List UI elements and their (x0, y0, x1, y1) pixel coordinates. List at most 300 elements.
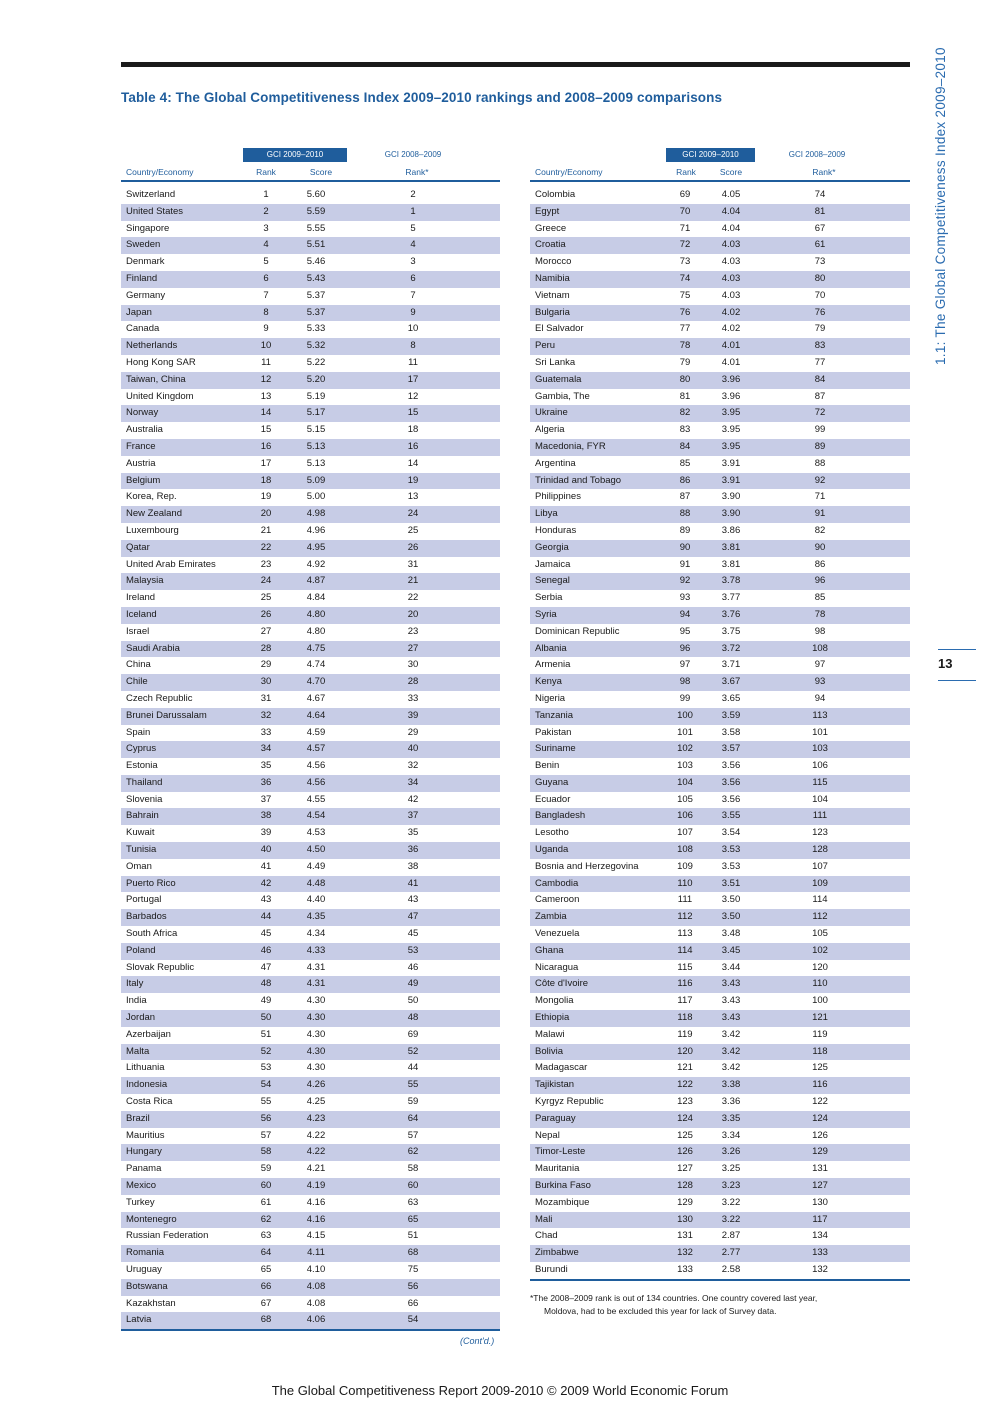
table-row (121, 540, 500, 557)
header-rule (530, 180, 910, 182)
table-row (530, 691, 910, 708)
country-name: Jordan (126, 1012, 156, 1024)
score-value: 4.34 (306, 928, 326, 940)
score-value: 4.16 (306, 1196, 326, 1208)
prev-rank-value: 12 (407, 390, 419, 402)
prev-rank-value: 67 (814, 222, 826, 234)
table-row (530, 624, 910, 641)
table-row (121, 1279, 500, 1296)
table-row (121, 674, 500, 691)
table-row (121, 808, 500, 825)
prev-rank-value: 96 (814, 575, 826, 587)
country-name: Turkey (126, 1196, 155, 1208)
prev-rank-value: 55 (407, 1079, 419, 1091)
table-row (530, 909, 910, 926)
country-name: Bolivia (535, 1045, 563, 1057)
rank-value: 100 (677, 709, 693, 721)
country-name: Mongolia (535, 995, 574, 1007)
rank-value: 35 (260, 760, 272, 772)
score-value: 5.33 (306, 323, 326, 335)
country-name: Panama (126, 1163, 162, 1175)
country-name: Guatemala (535, 373, 582, 385)
table-row (121, 708, 500, 725)
table-row (121, 489, 500, 506)
country-name: Chile (126, 676, 148, 688)
score-value: 4.95 (306, 541, 326, 553)
prev-rank-value: 6 (410, 272, 416, 284)
prev-rank-value: 32 (407, 760, 419, 772)
prev-rank-value: 9 (410, 306, 416, 318)
score-value: 3.72 (721, 642, 741, 654)
table-row (121, 254, 500, 271)
prev-rank-value: 54 (407, 1314, 419, 1326)
rank-value: 92 (679, 575, 691, 587)
table-row (121, 305, 500, 322)
rank-value: 121 (677, 1062, 693, 1074)
rank-value: 99 (679, 692, 691, 704)
score-value: 5.13 (306, 457, 326, 469)
rank-value: 117 (677, 995, 693, 1007)
prev-rank-value: 1 (410, 205, 416, 217)
score-value: 4.30 (306, 995, 326, 1007)
country-name: Slovak Republic (126, 961, 195, 973)
rank-value: 29 (260, 659, 272, 671)
prev-rank-value: 42 (407, 793, 419, 805)
table-row (121, 456, 500, 473)
table-row (530, 725, 910, 742)
table-row (121, 1312, 500, 1329)
country-name: Honduras (535, 524, 577, 536)
score-value: 3.90 (721, 508, 741, 520)
prev-rank-value: 39 (407, 709, 419, 721)
prev-rank-value: 15 (407, 407, 419, 419)
country-name: Malaysia (126, 575, 164, 587)
rank-value: 45 (260, 928, 272, 940)
prev-rank-value: 121 (812, 1012, 828, 1024)
prev-rank-value: 18 (407, 424, 419, 436)
table-row (121, 876, 500, 893)
country-name: Thailand (126, 776, 163, 788)
score-value: 5.19 (306, 390, 326, 402)
table-row (530, 607, 910, 624)
table-row (121, 1010, 500, 1027)
country-name: Mozambique (535, 1196, 590, 1208)
prev-rank-value: 124 (812, 1112, 828, 1124)
prev-rank-value: 108 (812, 642, 828, 654)
country-name: Mauritius (126, 1129, 165, 1141)
country-name: Switzerland (126, 189, 176, 200)
table-row (121, 825, 500, 842)
table-row (121, 422, 500, 439)
table-row (530, 1094, 910, 1111)
country-name: Nicaragua (535, 961, 579, 973)
page-number-rule-bottom (938, 680, 976, 681)
rank-value: 60 (260, 1180, 272, 1192)
prev-rank-value: 80 (814, 272, 826, 284)
prev-rank-value: 22 (407, 592, 419, 604)
prev-rank-value: 52 (407, 1045, 419, 1057)
header-country: Country/Economy (126, 167, 194, 177)
table-row (530, 1128, 910, 1145)
prev-rank-value: 34 (407, 776, 419, 788)
score-value: 5.22 (306, 356, 326, 368)
score-value: 4.03 (721, 289, 741, 301)
score-value: 3.42 (721, 1028, 741, 1040)
country-name: El Salvador (535, 323, 584, 335)
score-value: 4.50 (306, 844, 326, 856)
score-value: 4.87 (306, 575, 326, 587)
table-row (121, 506, 500, 523)
rank-value: 2 (263, 205, 269, 217)
prev-rank-value: 117 (812, 1213, 828, 1225)
country-name: Russian Federation (126, 1230, 209, 1242)
prev-rank-value: 115 (812, 776, 828, 788)
prev-rank-value: 128 (812, 844, 828, 856)
group-header-2009-2010: GCI 2009–2010 (243, 148, 347, 162)
score-value: 4.01 (721, 340, 741, 352)
prev-rank-value: 112 (812, 911, 828, 923)
rank-value: 65 (260, 1264, 272, 1275)
country-name: United Kingdom (126, 390, 194, 402)
prev-rank-value: 71 (814, 491, 826, 503)
table-row (121, 473, 500, 490)
rank-value: 71 (679, 222, 691, 234)
prev-rank-value: 94 (814, 692, 826, 704)
prev-rank-value: 4 (410, 239, 416, 251)
table-row (121, 1178, 500, 1195)
table-row (530, 288, 910, 305)
table-row (121, 976, 500, 993)
prev-rank-value: 79 (814, 323, 826, 335)
prev-rank-value: 92 (814, 474, 826, 486)
score-value: 4.30 (306, 1045, 326, 1057)
rank-value: 119 (677, 1028, 693, 1040)
prev-rank-value: 97 (814, 659, 826, 671)
prev-rank-value: 85 (814, 592, 826, 604)
table-body (121, 187, 500, 1329)
rank-value: 68 (260, 1314, 272, 1326)
table-row (121, 237, 500, 254)
score-value: 4.31 (306, 961, 326, 973)
rank-value: 52 (260, 1045, 272, 1057)
prev-rank-value: 64 (407, 1112, 419, 1124)
rank-value: 22 (260, 541, 272, 553)
rank-value: 19 (260, 491, 272, 503)
prev-rank-value: 62 (407, 1146, 419, 1158)
country-name: Hungary (126, 1146, 162, 1158)
table-body (530, 187, 910, 1279)
score-value: 4.03 (721, 272, 741, 284)
prev-rank-value: 76 (814, 306, 826, 318)
country-name: Dominican Republic (535, 625, 620, 637)
table-row (530, 674, 910, 691)
score-value: 4.59 (306, 726, 326, 738)
rank-value: 115 (677, 961, 693, 973)
score-value: 3.43 (721, 995, 741, 1007)
rank-value: 123 (677, 1096, 693, 1108)
country-name: Nepal (535, 1129, 560, 1141)
prev-rank-value: 44 (407, 1062, 419, 1074)
column-header-row (121, 167, 500, 179)
header-rule (121, 180, 500, 182)
country-name: Senegal (535, 575, 570, 587)
table-row (121, 523, 500, 540)
table-row (530, 1195, 910, 1212)
score-value: 3.56 (721, 793, 741, 805)
country-name: Malta (126, 1045, 150, 1057)
score-value: 4.67 (306, 692, 326, 704)
country-name: Singapore (126, 222, 170, 234)
score-value: 3.42 (721, 1045, 741, 1057)
score-value: 3.26 (721, 1146, 741, 1158)
table-row (530, 557, 910, 574)
rank-value: 110 (677, 877, 693, 889)
score-value: 2.77 (721, 1247, 741, 1259)
prev-rank-value: 5 (410, 222, 416, 234)
country-name: Brazil (126, 1112, 150, 1124)
country-name: Spain (126, 726, 151, 738)
table-row (530, 1010, 910, 1027)
rank-value: 23 (260, 558, 272, 570)
country-name: Brunei Darussalam (126, 709, 207, 721)
prev-rank-value: 49 (407, 978, 419, 990)
score-value: 3.44 (721, 961, 741, 973)
score-value: 4.04 (721, 205, 741, 217)
rank-value: 32 (260, 709, 272, 721)
score-value: 3.59 (721, 709, 741, 721)
score-value: 3.65 (721, 692, 741, 704)
country-name: Tajikistan (535, 1079, 575, 1091)
country-name: Bahrain (126, 810, 159, 822)
prev-rank-value: 86 (814, 558, 826, 570)
table-row (121, 909, 500, 926)
rank-value: 13 (260, 390, 272, 402)
table-row (121, 624, 500, 641)
prev-rank-value: 101 (812, 726, 828, 738)
country-name: Egypt (535, 205, 560, 217)
footnote-line-2: Moldova, had to be excluded this year for lack of Survey data. (544, 1306, 777, 1316)
country-name: Lithuania (126, 1062, 165, 1074)
prev-rank-value: 104 (812, 793, 828, 805)
country-name: Finland (126, 272, 158, 284)
country-name: Uruguay (126, 1264, 162, 1275)
table-row (121, 641, 500, 658)
country-name: Romania (126, 1247, 165, 1259)
score-value: 4.92 (306, 558, 326, 570)
rank-value: 109 (677, 860, 693, 872)
country-name: Mauritania (535, 1163, 580, 1175)
prev-rank-value: 119 (812, 1028, 828, 1040)
rank-value: 113 (677, 928, 693, 940)
country-name: Iceland (126, 608, 157, 620)
country-name: Albania (535, 642, 567, 654)
country-name: New Zealand (126, 508, 182, 520)
score-value: 3.95 (721, 440, 741, 452)
country-name: Saudi Arabia (126, 642, 180, 654)
prev-rank-value: 122 (812, 1096, 828, 1108)
score-value: 3.42 (721, 1062, 741, 1074)
table-row (530, 506, 910, 523)
country-name: India (126, 995, 147, 1007)
country-name: Kuwait (126, 827, 155, 839)
table-row (530, 1228, 910, 1245)
prev-rank-value: 99 (814, 424, 826, 436)
table-row (530, 641, 910, 658)
country-name: Tunisia (126, 844, 157, 856)
table-row (530, 758, 910, 775)
table-row (530, 590, 910, 607)
table-row (530, 305, 910, 322)
score-value: 4.31 (306, 978, 326, 990)
rank-value: 34 (260, 743, 272, 755)
prev-rank-value: 41 (407, 877, 419, 889)
rank-value: 33 (260, 726, 272, 738)
rank-value: 42 (260, 877, 272, 889)
country-name: Bangladesh (535, 810, 586, 822)
rank-value: 30 (260, 676, 272, 688)
score-value: 3.90 (721, 491, 741, 503)
header-rank: Rank (676, 167, 696, 177)
table-row (530, 1077, 910, 1094)
table-row (530, 741, 910, 758)
score-value: 4.08 (306, 1297, 326, 1309)
score-value: 4.04 (721, 222, 741, 234)
rank-value: 40 (260, 844, 272, 856)
table-row (121, 187, 500, 204)
score-value: 5.17 (306, 407, 326, 419)
rank-value: 6 (263, 272, 269, 284)
table-row (530, 573, 910, 590)
score-value: 4.80 (306, 625, 326, 637)
score-value: 4.21 (306, 1163, 326, 1175)
prev-rank-value: 93 (814, 676, 826, 688)
table-row (121, 943, 500, 960)
table-row (121, 993, 500, 1010)
rank-value: 72 (679, 239, 691, 251)
country-name: Chad (535, 1230, 558, 1242)
rank-value: 90 (679, 541, 691, 553)
prev-rank-value: 73 (814, 256, 826, 268)
prev-rank-value: 38 (407, 860, 419, 872)
table-row (121, 725, 500, 742)
rank-value: 106 (677, 810, 693, 822)
prev-rank-value: 88 (814, 457, 826, 469)
rank-value: 61 (260, 1196, 272, 1208)
table-row (530, 792, 910, 809)
score-value: 3.54 (721, 827, 741, 839)
rank-value: 39 (260, 827, 272, 839)
rank-value: 26 (260, 608, 272, 620)
country-name: Bosnia and Herzegovina (535, 860, 639, 872)
page-number: 13 (938, 656, 953, 671)
table-row (121, 1111, 500, 1128)
table-row (121, 1094, 500, 1111)
country-name: Suriname (535, 743, 576, 755)
rank-value: 17 (260, 457, 272, 469)
score-value: 4.74 (306, 659, 326, 671)
rank-value: 76 (679, 306, 691, 318)
score-value: 3.86 (721, 524, 741, 536)
table-row (121, 842, 500, 859)
table-row (530, 271, 910, 288)
country-name: United States (126, 205, 184, 217)
score-value: 3.75 (721, 625, 741, 637)
prev-rank-value: 51 (407, 1230, 419, 1242)
country-name: Ecuador (535, 793, 571, 805)
rank-value: 69 (679, 189, 691, 200)
table-row (530, 943, 910, 960)
rank-value: 11 (261, 356, 271, 368)
prev-rank-value: 83 (814, 340, 826, 352)
prev-rank-value: 45 (407, 928, 419, 940)
prev-rank-value: 105 (812, 928, 828, 940)
country-name: Croatia (535, 239, 566, 251)
country-name: Mexico (126, 1180, 157, 1192)
rank-value: 54 (260, 1079, 272, 1091)
prev-rank-value: 100 (812, 995, 828, 1007)
table-row (530, 187, 910, 204)
rank-value: 28 (260, 642, 272, 654)
country-name: Israel (126, 625, 150, 637)
table-row (530, 1262, 910, 1279)
score-value: 4.56 (306, 776, 326, 788)
rank-value: 14 (260, 407, 272, 419)
rank-value: 118 (677, 1012, 693, 1024)
prev-rank-value: 110 (812, 978, 828, 990)
rank-value: 116 (677, 978, 693, 990)
rank-value: 31 (260, 692, 272, 704)
rank-value: 124 (677, 1112, 693, 1124)
prev-rank-value: 109 (812, 877, 828, 889)
table-row (121, 1077, 500, 1094)
rank-value: 70 (679, 205, 691, 217)
rank-value: 53 (260, 1062, 272, 1074)
prev-rank-value: 57 (407, 1129, 419, 1141)
country-name: Algeria (535, 424, 565, 436)
score-value: 5.43 (306, 272, 326, 284)
rank-value: 56 (260, 1112, 272, 1124)
country-name: Kazakhstan (126, 1297, 176, 1309)
rank-value: 15 (260, 424, 272, 436)
rank-value: 91 (679, 558, 691, 570)
rank-value: 9 (263, 323, 269, 335)
country-name: Australia (126, 424, 163, 436)
country-name: Norway (126, 407, 159, 419)
prev-rank-value: 134 (812, 1230, 828, 1242)
prev-rank-value: 37 (407, 810, 419, 822)
rank-value: 96 (679, 642, 691, 654)
prev-rank-value: 58 (407, 1163, 419, 1175)
country-name: Canada (126, 323, 160, 335)
rank-value: 80 (679, 373, 691, 385)
table-row (121, 1060, 500, 1077)
table-row (530, 237, 910, 254)
score-value: 4.22 (306, 1129, 326, 1141)
table-row (121, 1195, 500, 1212)
rank-value: 62 (260, 1213, 272, 1225)
score-value: 3.45 (721, 944, 741, 956)
prev-rank-value: 87 (814, 390, 826, 402)
country-name: Qatar (126, 541, 150, 553)
rank-value: 101 (677, 726, 693, 738)
table-row (121, 355, 500, 372)
table-row (530, 1161, 910, 1178)
rank-value: 133 (677, 1264, 693, 1275)
prev-rank-value: 70 (814, 289, 826, 301)
prev-rank-value: 61 (814, 239, 826, 251)
score-value: 3.51 (721, 877, 741, 889)
rank-value: 111 (677, 894, 693, 906)
